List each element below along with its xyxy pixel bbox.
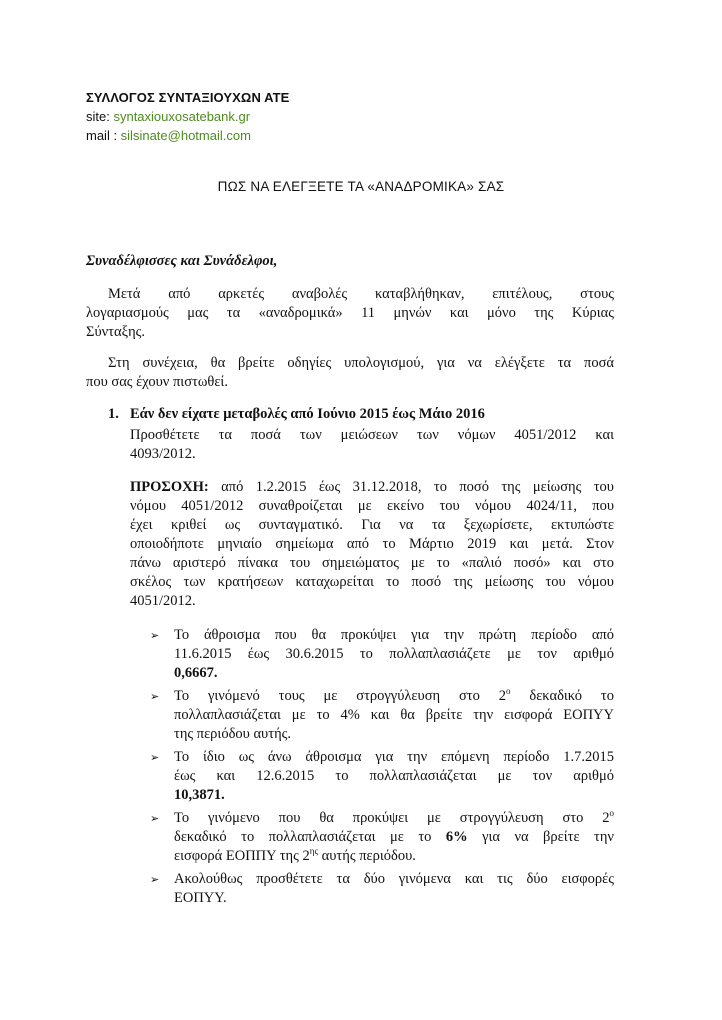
paragraph-line: Σύνταξης. bbox=[86, 324, 146, 340]
arrow-bullet-icon: ➢ bbox=[150, 690, 160, 703]
paragraph-line: που σας έχουν πιστωθεί. bbox=[86, 374, 228, 390]
bullet-text: δεκαδικό το πολλαπλασιάζεται με το bbox=[174, 829, 446, 845]
list-number: 1. bbox=[108, 406, 119, 422]
paragraph-line: νόμου 4051/2012 συναθροίζεται με εκείνο του νόμου 4024/11, που bbox=[130, 498, 614, 514]
bullet-item bbox=[150, 870, 614, 908]
arrow-bullet-icon: ➢ bbox=[150, 629, 160, 642]
bullet-text: Το γινόμενο που θα προκύψει με στρογγύλευση στο 2 bbox=[174, 810, 610, 826]
paragraph-line: 4051/2012. bbox=[130, 593, 196, 609]
bullet-line: 11.6.2015 έως 30.6.2015 το πολλαπλασιάζετε με τον αριθμό bbox=[174, 646, 614, 662]
paragraph-line: Στη συνέχεια, θα βρείτε οδηγίες υπολογισμού, για να ελέγξετε τα ποσά bbox=[108, 355, 614, 371]
bullet-item bbox=[150, 626, 614, 683]
mail-line bbox=[86, 126, 289, 145]
paragraph-line: πάνω αριστερό πίνακα του σημειώματος με το «παλιό ποσό» και στο bbox=[130, 555, 614, 571]
superscript: ο bbox=[609, 808, 614, 819]
bullet-line: πολλαπλασιάζεται με το 4% και θα βρείτε την εισφορά ΕΟΠΥΥ bbox=[174, 707, 614, 723]
arrow-bullet-icon: ➢ bbox=[150, 812, 160, 825]
organization-name: ΣΥΛΛΟΓΟΣ ΣΥΝΤΑΞΙΟΥΧΩΝ ΑΤΕ bbox=[86, 90, 290, 105]
bullet-line: Το άθροισμα που θα προκύψει για την πρώτη περίοδο από bbox=[174, 627, 614, 643]
list-item-body bbox=[130, 426, 614, 464]
bullet-text: για να βρείτε την bbox=[467, 829, 614, 845]
instructions-paragraph bbox=[86, 354, 614, 392]
list-item-heading: Εάν δεν είχατε μεταβολές από Ιούνιο 2015 έως Μάιο 2016 bbox=[130, 406, 485, 422]
paragraph-line bbox=[130, 478, 614, 497]
bullet-item bbox=[150, 809, 614, 866]
paragraph-line: Προσθέτετε τα ποσά των μειώσεων των νόμων 4051/2012 και bbox=[130, 427, 614, 443]
mail-link[interactable]: silsinate@hotmail.com bbox=[120, 128, 251, 143]
arrow-bullet-icon: ➢ bbox=[150, 873, 160, 886]
bullet-text: δεκαδικό το bbox=[510, 688, 615, 704]
paragraph-line: 4093/2012. bbox=[130, 446, 196, 462]
arrow-bullet-icon: ➢ bbox=[150, 751, 160, 764]
site-line bbox=[86, 107, 289, 126]
percent-value: 6% bbox=[445, 829, 468, 845]
bullet-line bbox=[174, 687, 614, 706]
document-title: ΠΩΣ ΝΑ ΕΛΕΓΞΕΤΕ ΤΑ «ΑΝΑΔΡΟΜΙΚΑ» ΣΑΣ bbox=[217, 179, 505, 194]
intro-paragraph bbox=[86, 285, 614, 342]
paragraph-line: λογαριασμούς μας τα «αναδρομικά» 11 μηνών και μόνο της Κύριας bbox=[86, 305, 614, 321]
bullet-line bbox=[174, 828, 614, 847]
bullet-value: 0,6667. bbox=[174, 665, 218, 681]
bullet-line: της περιόδου αυτής. bbox=[174, 726, 292, 742]
bullet-line: ΕΟΠΥΥ. bbox=[174, 890, 227, 906]
mail-label: mail : bbox=[86, 128, 121, 143]
caution-text: από 1.2.2015 έως 31.12.2018, το ποσό της μείωσης του bbox=[208, 479, 614, 495]
bullet-line: Ακολούθως προσθέτετε τα δύο γινόμενα και τις δύο εισφορές bbox=[174, 871, 614, 887]
paragraph-line: οποιοδήποτε μηνιαίο σημείωμα από το Μάρτιο 2019 και μετά. Στον bbox=[130, 536, 614, 552]
bullet-text: Το γινόμενό τους με στρογγύλευση στο 2 bbox=[174, 688, 506, 704]
paragraph-line: έχει κριθεί ως συνταγματικό. Για να τα ξεχωρίσετε, εκτυπώστε bbox=[130, 517, 614, 533]
greeting: Συναδέλφισσες και Συνάδελφοι, bbox=[86, 253, 278, 269]
paragraph-line: σκέλος των κρατήσεων καταχωρείται το ποσό της μείωσης του νόμου bbox=[130, 574, 614, 590]
bullet-text: αυτής περιόδου. bbox=[318, 848, 416, 864]
bullet-text: εισφορά ΕΟΠΠΥ της 2 bbox=[174, 848, 310, 864]
bullet-list bbox=[150, 626, 614, 912]
paragraph-line: Μετά από αρκετές αναβολές καταβλήθηκαν, επιτέλους, στους bbox=[108, 286, 614, 302]
site-label: site: bbox=[86, 109, 114, 124]
bullet-line: Το ίδιο ως άνω άθροισμα για την επόμενη περίοδο 1.7.2015 bbox=[174, 749, 614, 765]
superscript: ης bbox=[309, 846, 319, 857]
bullet-line bbox=[174, 809, 614, 828]
caution-note bbox=[130, 478, 614, 611]
superscript: ο bbox=[506, 686, 511, 697]
site-link[interactable]: syntaxiouxosatebank.gr bbox=[113, 109, 251, 124]
bullet-value: 10,3871. bbox=[174, 787, 225, 803]
bullet-line: έως και 12.6.2015 το πολλαπλασιάζεται με τον αριθμό bbox=[174, 768, 614, 784]
letterhead bbox=[86, 88, 289, 145]
bullet-item bbox=[150, 748, 614, 805]
bullet-item bbox=[150, 687, 614, 744]
caution-label: ΠΡΟΣΟΧΗ: bbox=[130, 479, 209, 495]
bullet-line bbox=[174, 847, 614, 866]
